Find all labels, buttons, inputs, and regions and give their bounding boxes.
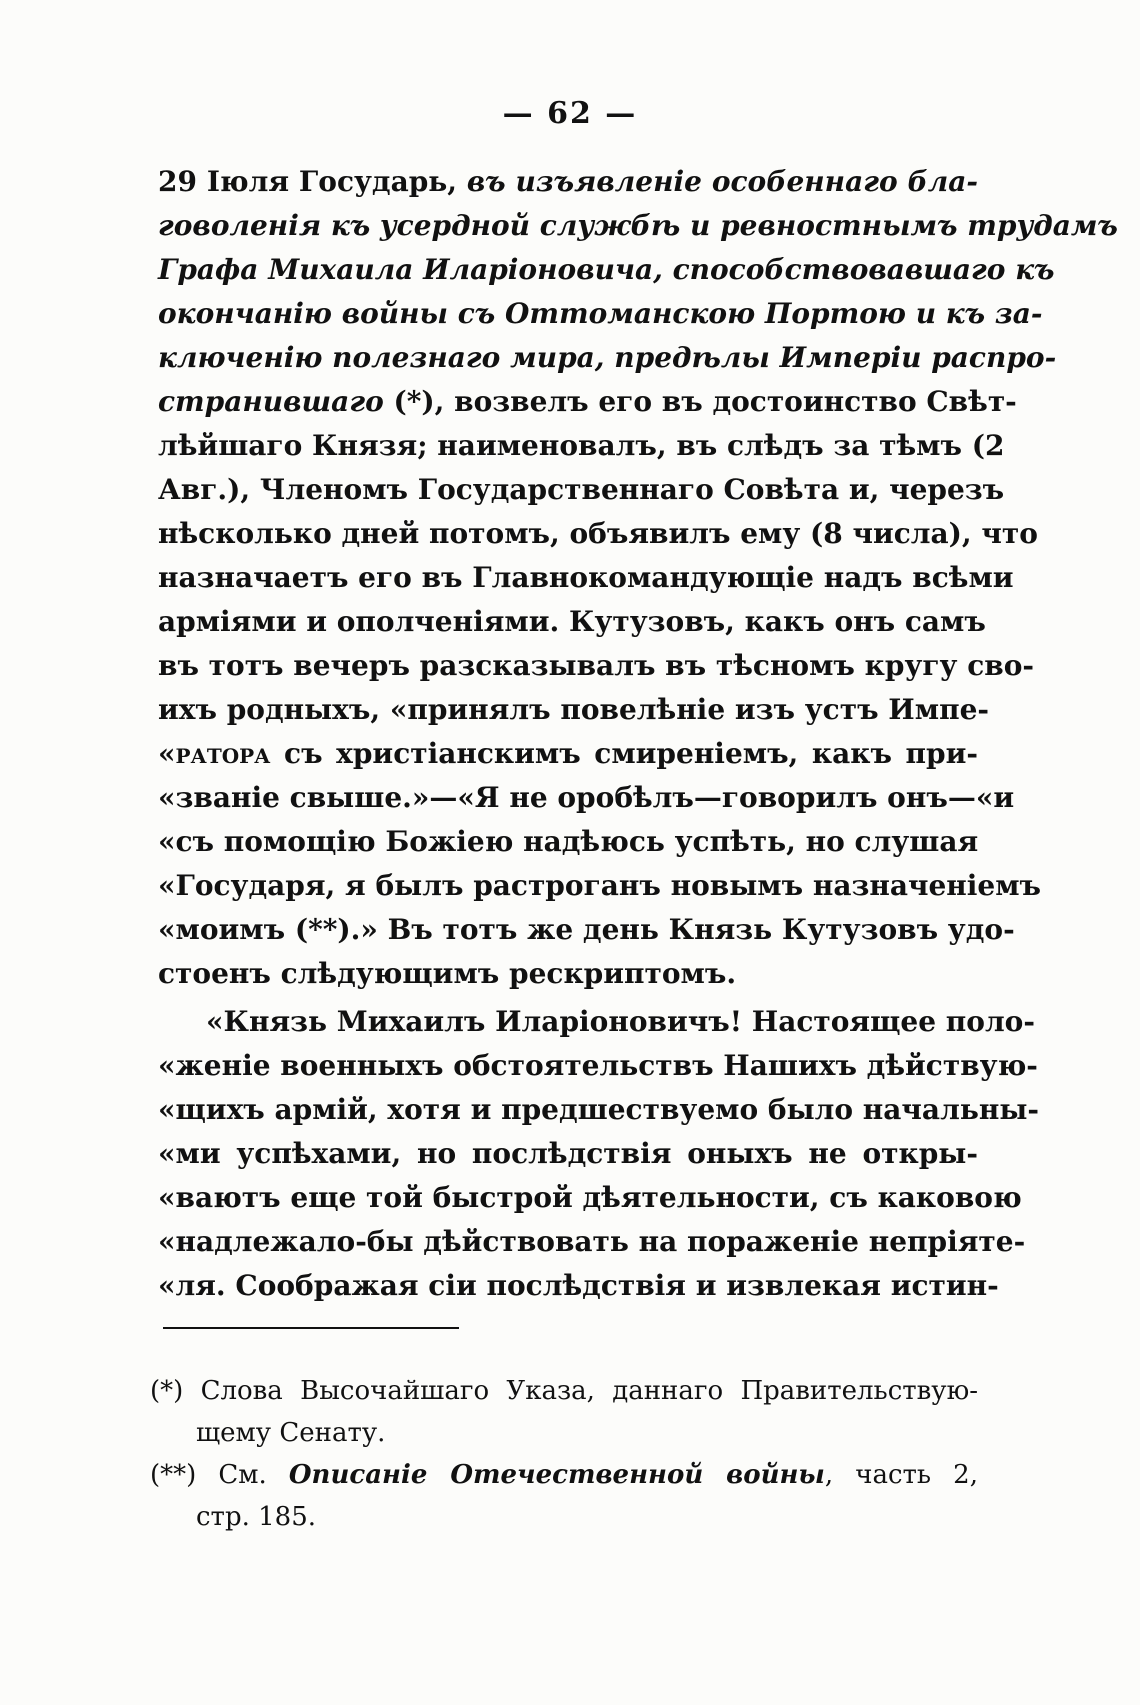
text-line: «Государя, я былъ растроганъ новымъ назначеніемъ (158, 869, 1042, 902)
text-line (158, 160, 978, 204)
text-line: «званіе свыше.»—«Я не оробѣлъ—говорилъ онъ—«и (158, 781, 1015, 814)
text-line: въ тотъ вечеръ разсказывалъ въ тѣсномъ кругу сво- (158, 649, 1035, 682)
footnote-text: (**) См. (150, 1460, 289, 1490)
text-line (158, 380, 1017, 424)
text-line: «щихъ армій, хотя и предшествуемо было начальны- (158, 1093, 1040, 1126)
text-line: «надлежало-бы дѣйствовать на пораженіе непріяте- (158, 1225, 1026, 1258)
text-line: стоенъ слѣдующимъ рескриптомъ. (158, 957, 737, 990)
text-line: «ваютъ еще той быстрой дѣятельности, съ каковою (158, 1181, 1022, 1214)
text-line: назначаетъ его въ Главнокомандующіе надъ всѣми (158, 561, 1014, 594)
text-line: Авг.), Членомъ Государственнаго Совѣта и, черезъ (158, 473, 1005, 506)
text-line (158, 732, 978, 776)
text-span: съ христіанскимъ смиреніемъ, какъ при- (270, 737, 978, 770)
text-line: «женіе военныхъ обстоятельствъ Нашихъ дѣйствую- (158, 1049, 1038, 1082)
footnotes (150, 1370, 978, 1538)
italic-span: странившаго (158, 385, 384, 418)
footnote-2-line-2: стр. 185. (196, 1502, 317, 1532)
text-line: Графа Михаила Иларіоновича, способствовавшаго къ (158, 253, 1055, 286)
paragraph-2 (158, 1000, 1040, 1308)
text-line: «ля. Соображая сіи послѣдствія и извлекая истин- (158, 1269, 999, 1302)
footnote-text: , часть 2, (824, 1460, 978, 1490)
text-line: «Князь Михаилъ Иларіоновичъ! Настоящее поло- (206, 1005, 1035, 1038)
text-line: ключенію полезнаго мира, предѣлы Имперіи распро- (158, 341, 1057, 374)
footnote-book-title: Описаніе Отечественной войны (288, 1460, 825, 1490)
footnote-1-line-2: щему Сенату. (196, 1418, 386, 1448)
footnote-2-line-1 (150, 1454, 978, 1496)
page-number: — 62 — (502, 96, 638, 131)
paragraph-1 (158, 160, 1118, 996)
text-line: «съ помощію Божіею надѣюсь успѣть, но слушая (158, 825, 979, 858)
text-line: «моимъ (**).» Въ тотъ же день Князь Кутузовъ удо- (158, 913, 1015, 946)
italic-span: въ изъявленіе особеннаго бла- (466, 165, 978, 198)
text-line: лѣйшаго Князя; наименовалъ, въ слѣдъ за тѣмъ (2 (158, 429, 1005, 462)
text-line: арміями и ополченіями. Кутузовъ, какъ онъ самъ (158, 605, 986, 638)
text-line: «ми успѣхами, но послѣдствія оныхъ не откры- (158, 1137, 978, 1170)
text-line: говоленія къ усердной службѣ и ревностнымъ трудамъ (158, 209, 1118, 242)
text-span: « (158, 737, 176, 770)
text-line: окончанію войны съ Оттоманскою Портою и къ за- (158, 297, 1043, 330)
footnote-divider (163, 1327, 459, 1329)
text-line: нѣсколько дней потомъ, объявилъ ему (8 числа), что (158, 517, 1038, 550)
text-span: (*), возвелъ его въ достоинство Свѣт- (383, 385, 1017, 418)
footnote-1-line-1: (*) Слова Высочайшаго Указа, даннаго Правительствую- (150, 1376, 978, 1406)
small-caps-span: РАТОРА (175, 744, 271, 768)
text-line: ихъ родныхъ, «принялъ повелѣніе изъ устъ Импе- (158, 693, 990, 726)
text-span: 29 Іюля Государь, (158, 165, 467, 198)
